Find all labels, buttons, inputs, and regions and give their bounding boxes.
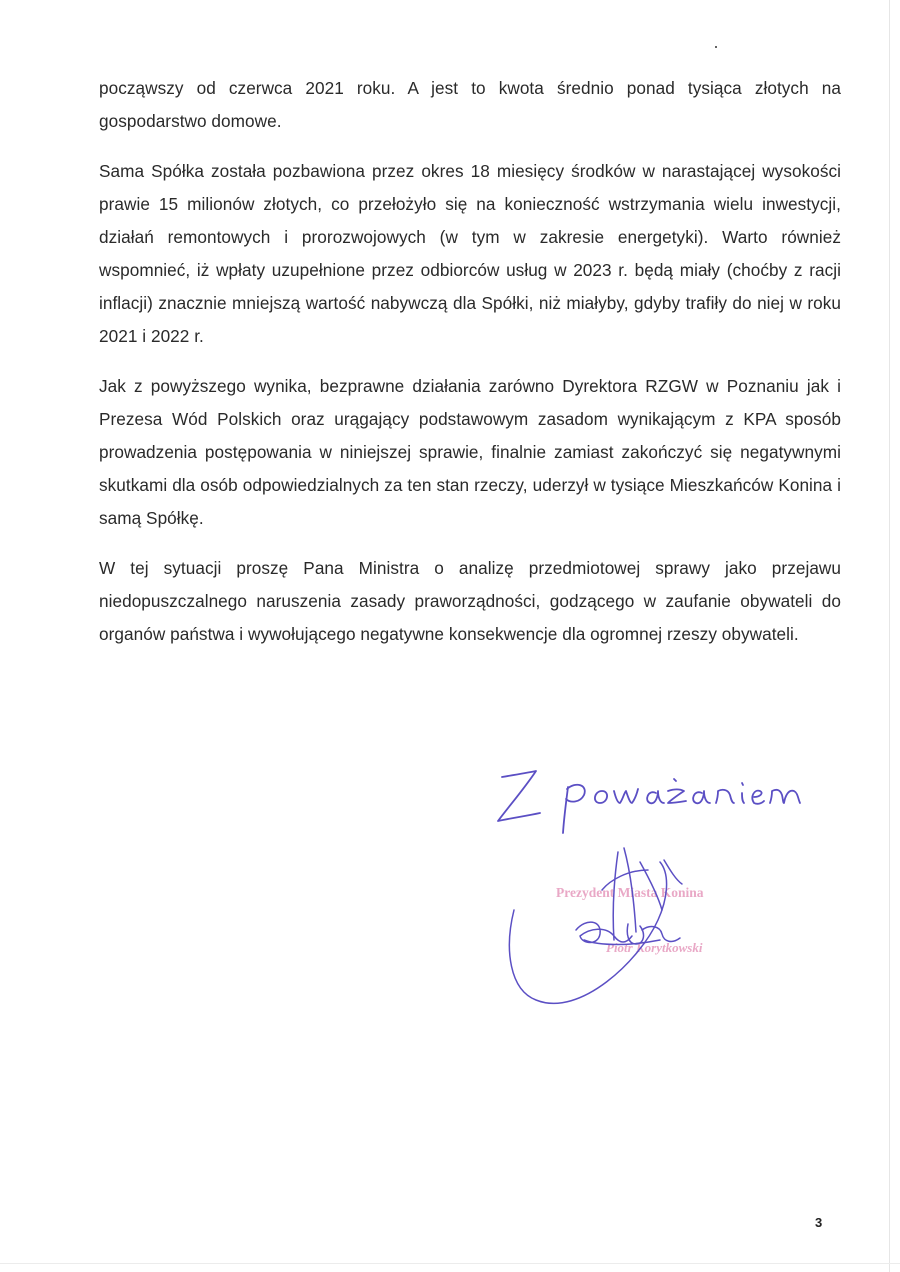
signature-block [470,755,830,1025]
stamp-name: Piotr Korytkowski [606,940,703,955]
page-number: 3 [815,1215,823,1230]
paragraph-2: Sama Spółka została pozbawiona przez okres 18 miesięcy środków w narastającej wysokości prawie 15 milionów złotych, co przełożyło się na konieczność wstrzymania wielu inwestycji, działań remontowych i prorozwojowych (w tym w zakresie energetyki). Warto również wspomnieć, iż wpłaty uzupełnione przez odbiorców usług w 2023 r. będą miały (choćby z racji inflacji) znacznie mniejszą wartość nabywczą dla Spółki, niż miałyby, gdyby trafiły do niej w roku 2021 i 2022 r. [99,161,841,346]
scan-edge-right [889,0,890,1272]
handwritten-closing [480,755,810,845]
paragraph-4: W tej sytuacji proszę Pana Ministra o analizę przedmiotowej sprawy jako przejawu niedopuszczalnego naruszenia zasady praworządności, godzącego w zaufanie obywateli do organów państwa i wywołującego negatywne konsekwencje dla ogromnej rzeszy obywateli. [99,558,841,644]
paragraph-1: począwszy od czerwca 2021 roku. A jest to kwota średnio ponad tysiąca złotych na gospodarstwo domowe. [99,78,841,131]
letter-body [99,72,841,668]
scan-edge-bottom [0,1263,900,1264]
scan-artifact [715,46,717,48]
paragraph-3: Jak z powyższego wynika, bezprawne działania zarówno Dyrektora RZGW w Poznaniu jak i Prezesa Wód Polskich oraz urągający podstawowym zasadom wynikającym z KPA sposób prowadzenia postępowania w niniejszej sprawie, finalnie zamiast zakończyć się negatywnymi skutkami dla osób odpowiedzialnych za ten stan rzeczy, uderzył w tysiące Mieszkańców Konina i samą Spółkę. [99,376,841,528]
stamp-title: Prezydent Miasta Konina [556,885,704,900]
handwritten-signature [490,840,760,1030]
